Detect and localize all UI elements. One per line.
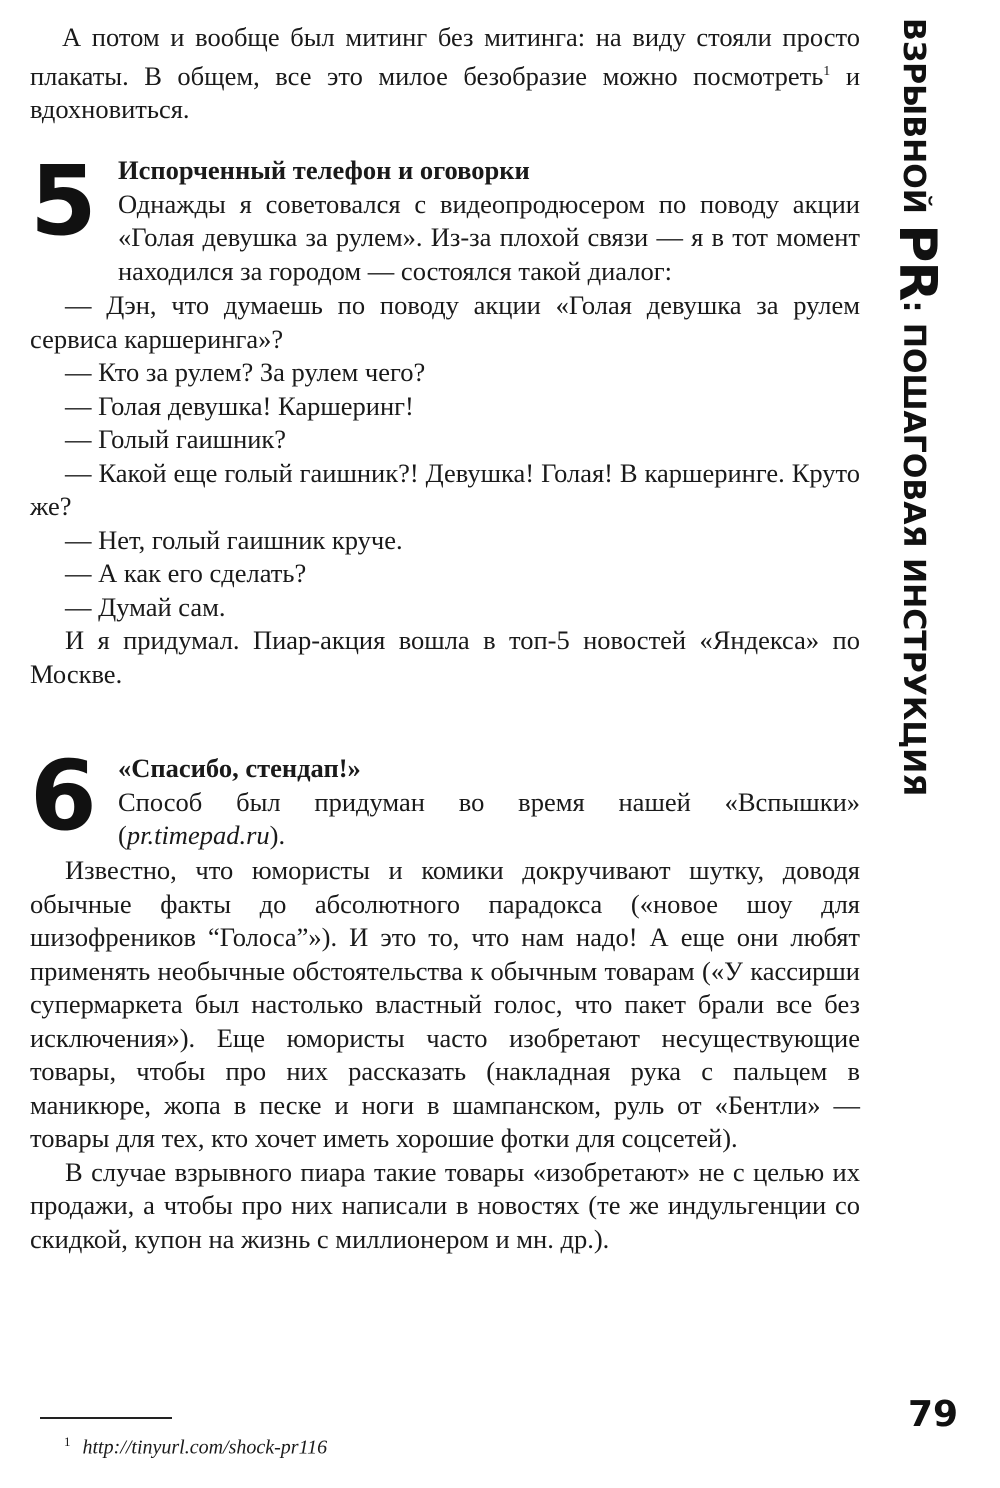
dialogue-line: — Голая девушка! Каршеринг! xyxy=(65,390,414,421)
section-6-header xyxy=(118,752,860,853)
dialogue-line: — А как его сделать? xyxy=(65,558,307,588)
section-5-conclusion: И я придумал. Пиар-акция вошла в топ-5 новостей «Яндекса» по Москве. xyxy=(30,625,860,689)
footnote-divider xyxy=(40,1417,172,1419)
dialogue-line: — Кто за рулем? За рулем чего? xyxy=(65,357,426,387)
section-6-body xyxy=(30,854,860,1256)
section-number-6: 6 xyxy=(30,740,95,852)
section-5-header xyxy=(118,154,860,288)
running-title xyxy=(887,18,947,797)
intro-text: А потом и вообще был митинг без митинга: на виду стояли просто плакаты. В общем, все это милое безобразие можно посмотреть xyxy=(30,22,860,91)
section-6-paragraph: В случае взрывного пиара такие товары «изобретают» не с целью их продажи, а чтобы про них написали в новостях (те же индульгенции со скидкой, купон на жизнь с миллионером и мн. др.). xyxy=(30,1156,860,1254)
timepad-link[interactable]: pr.timepad.ru xyxy=(126,820,270,850)
section-6-lead-end: ). xyxy=(269,820,286,850)
dialogue-line: — Голый гаишник? xyxy=(65,424,287,454)
running-title-pr: PR xyxy=(887,224,947,301)
page-number: 79 xyxy=(908,1394,959,1435)
section-number-5: 5 xyxy=(30,145,95,257)
footnote-marker: 1 xyxy=(64,1434,71,1449)
section-6-paragraph: Известно, что юмористы и комики докручивают шутку, доводя обычные факты до абсолютного парадокса («новое шоу для шизофреников “Голоса”»). И это то, что нам надо! А еще они любят применять необычные обстоятельства к обычным товарам («У кассирши супермаркета был настолько властный голос, что пакет брали все без исключения»). Еще юмористы часто изобретают несуществующие товары, чтобы про них рассказать (накладная рука с пальцем в маникюре, жопа в песке и ноги в шампанском, руль от «Бентли» — товары для тех, кто хочет иметь хорошие фотки для соцсетей). xyxy=(30,855,860,1153)
section-5-lead: Однажды я советовался с видеопродюсером по поводу акции «Голая девушка за рулем». Из-за плохой связи — я в тот момент находился за городом — состоялся такой диалог: xyxy=(118,188,860,286)
intro-paragraph xyxy=(30,21,860,126)
running-title-text xyxy=(887,18,947,797)
section-6-title: «Спасибо, стендап!» xyxy=(118,753,361,783)
footnote xyxy=(64,1434,327,1460)
dialogue-line: — Нет, голый гаишник круче. xyxy=(65,524,403,555)
dialogue-line: — Дэн, что думаешь по поводу акции «Голая девушка за рулем сервиса каршеринга»? xyxy=(30,290,860,354)
section-6-lead xyxy=(118,786,860,853)
running-title-part3: : ПОШАГОВАЯ ИНСТРУКЦИЯ xyxy=(896,300,931,797)
footnote-ref: 1 xyxy=(823,63,831,79)
section-6-lead-text: Способ был придуман во время нашей «Вспышки» ( xyxy=(118,786,860,850)
intro-text-end: и вдохновиться. xyxy=(30,60,860,124)
dialogue-line: — Думай сам. xyxy=(65,591,226,622)
running-title-part1: ВЗРЫВНОЙ xyxy=(896,18,931,225)
dialogue-line: — Какой еще голый гаишник?! Девушка! Голая! В каршеринге. Круто же? xyxy=(30,457,860,521)
footnote-link[interactable]: http://tinyurl.com/shock-pr116 xyxy=(82,1436,328,1459)
section-5-title: Испорченный телефон и оговорки xyxy=(118,155,530,185)
section-5-body xyxy=(30,289,860,691)
